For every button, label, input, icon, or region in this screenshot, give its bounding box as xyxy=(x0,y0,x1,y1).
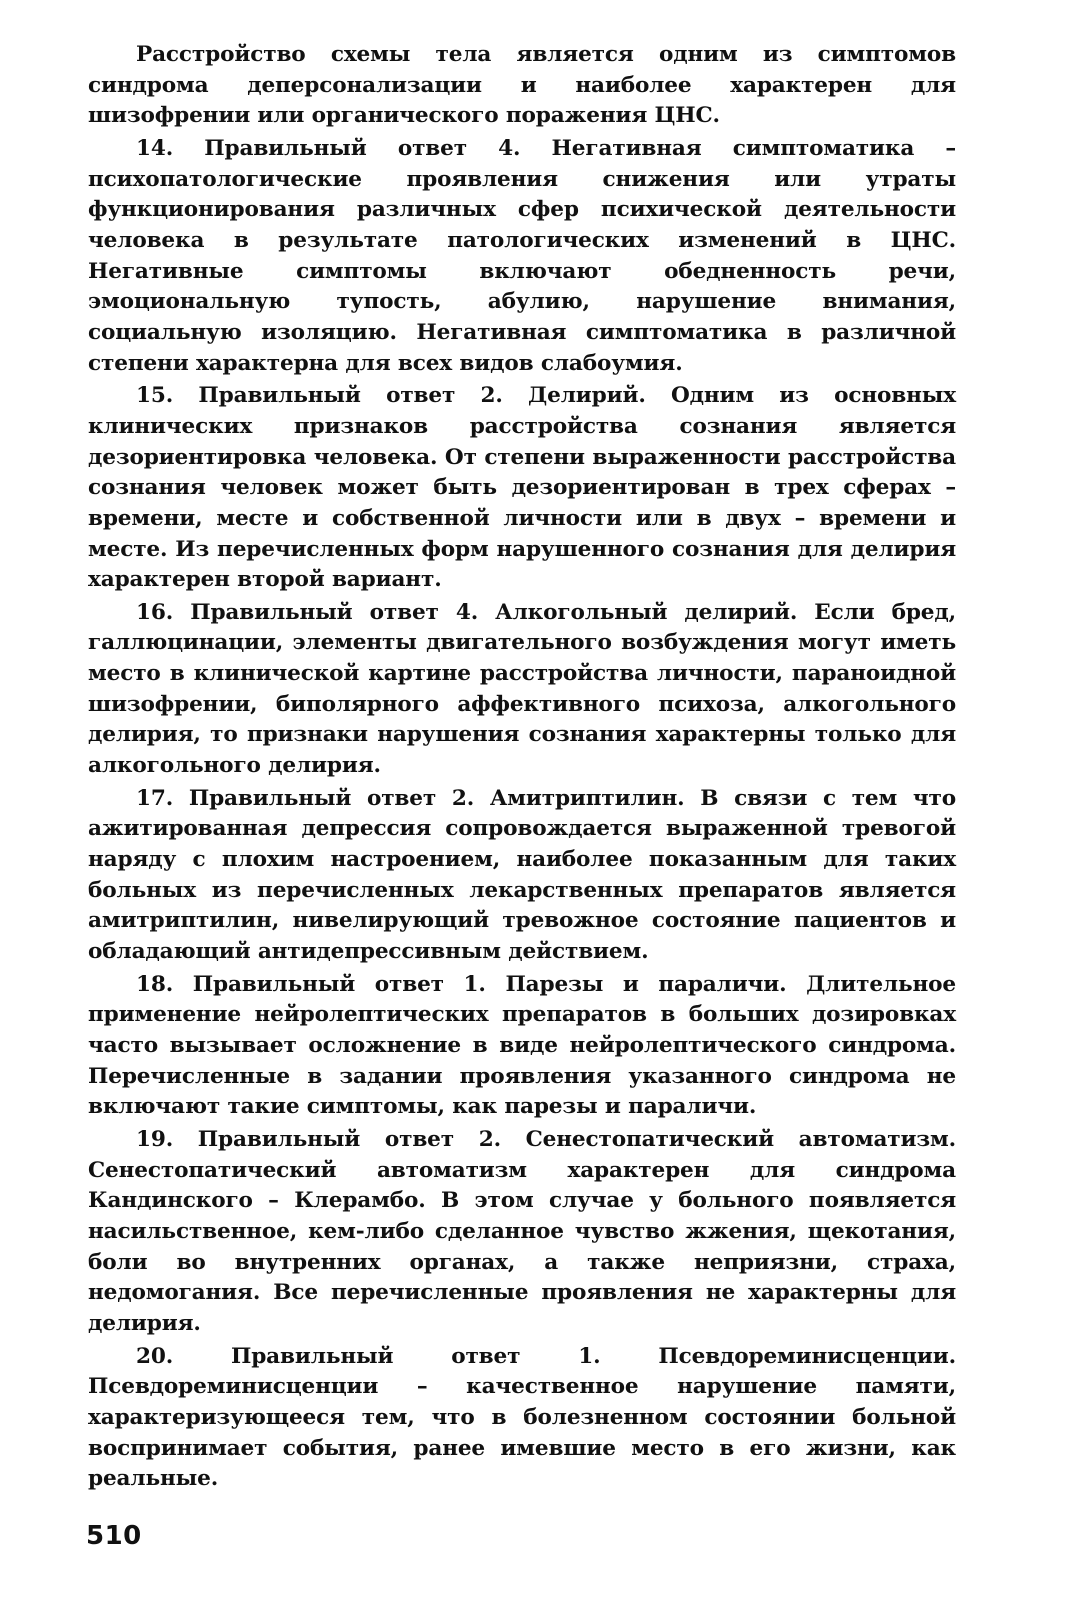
paragraph-answer-14: 14. Правильный ответ 4. Негативная симптоматика – психопатологические проявления снижения или утраты функционирования различных сфер психической деятельности человека в результате патологических изменений в ЦНС. Негативные симптомы включают обедненность речи, эмоциональную тупость, абулию, нарушение внимания, социальную изоляцию. Негативная симптоматика в различной степени характерна для всех видов слабоумия. xyxy=(88,135,956,376)
page-number: 510 xyxy=(86,1521,142,1551)
body-text xyxy=(88,40,956,1495)
answer-number: 18. xyxy=(136,971,174,997)
paragraph-answer-17: 17. Правильный ответ 2. Амитриптилин. В связи с тем что ажитированная депрессия сопровождается выраженной тревогой наряду с плохим настроением, наиболее показанным для таких больных из перечисленных лекарственных препаратов является амитриптилин, нивелирующий тревожное состояние пациентов и обладающий антидепрессивным действием. xyxy=(88,785,956,965)
paragraph-intro: Расстройство схемы тела является одним из симптомов синдрома деперсонализации и наиболее характерен для шизофрении или органического поражения ЦНС. xyxy=(88,42,956,129)
answer-number: 19. xyxy=(136,1126,174,1152)
paragraph-answer-19: 19. Правильный ответ 2. Сенестопатический автоматизм. Сенестопатический автоматизм характерен для синдрома Кандинского – Клерамбо. В этом случае у больного появляется насильственное, кем-либо сделанное чувство жжения, щекотания, боли во внутренних органах, а также неприязни, страха, недомогания. Все перечисленные проявления не характерны для делирия. xyxy=(88,1126,956,1336)
answer-number: 17. xyxy=(136,785,174,811)
answer-number: 20. xyxy=(136,1343,174,1369)
answer-number: 16. xyxy=(136,599,174,625)
paragraph-answer-18: 18. Правильный ответ 1. Парезы и параличи. Длительное применение нейролептических препаратов в больших дозировках часто вызывает осложнение в виде нейролептического синдрома. Перечисленные в задании проявления указанного синдрома не включают такие симптомы, как парезы и параличи. xyxy=(88,971,956,1120)
paragraph-answer-16: 16. Правильный ответ 4. Алкогольный делирий. Если бред, галлюцинации, элементы двигательного возбуждения могут иметь место в клинической картине расстройства личности, параноидной шизофрении, биполярного аффективного психоза, алкогольного делирия, то признаки нарушения сознания характерны только для алкогольного делирия. xyxy=(88,599,956,779)
paragraph-answer-15: 15. Правильный ответ 2. Делирий. Одним из основных клинических признаков расстройства сознания является дезориентировка человека. От степени выраженности расстройства сознания человек может быть дезориентирован в трех сферах – времени, месте и собственной личности или в двух – времени и месте. Из перечисленных форм нарушенного сознания для делирия характерен второй вариант. xyxy=(88,383,956,593)
paragraph-answer-20: 20. Правильный ответ 1. Псевдореминисценции. Псевдореминисценции – качественное нарушение памяти, характеризующееся тем, что в болезненном состоянии больной воспринимает события, ранее имевшие место в его жизни, как реальные. xyxy=(88,1343,956,1492)
answer-number: 14. xyxy=(136,135,174,161)
answer-number: 15. xyxy=(136,383,174,409)
